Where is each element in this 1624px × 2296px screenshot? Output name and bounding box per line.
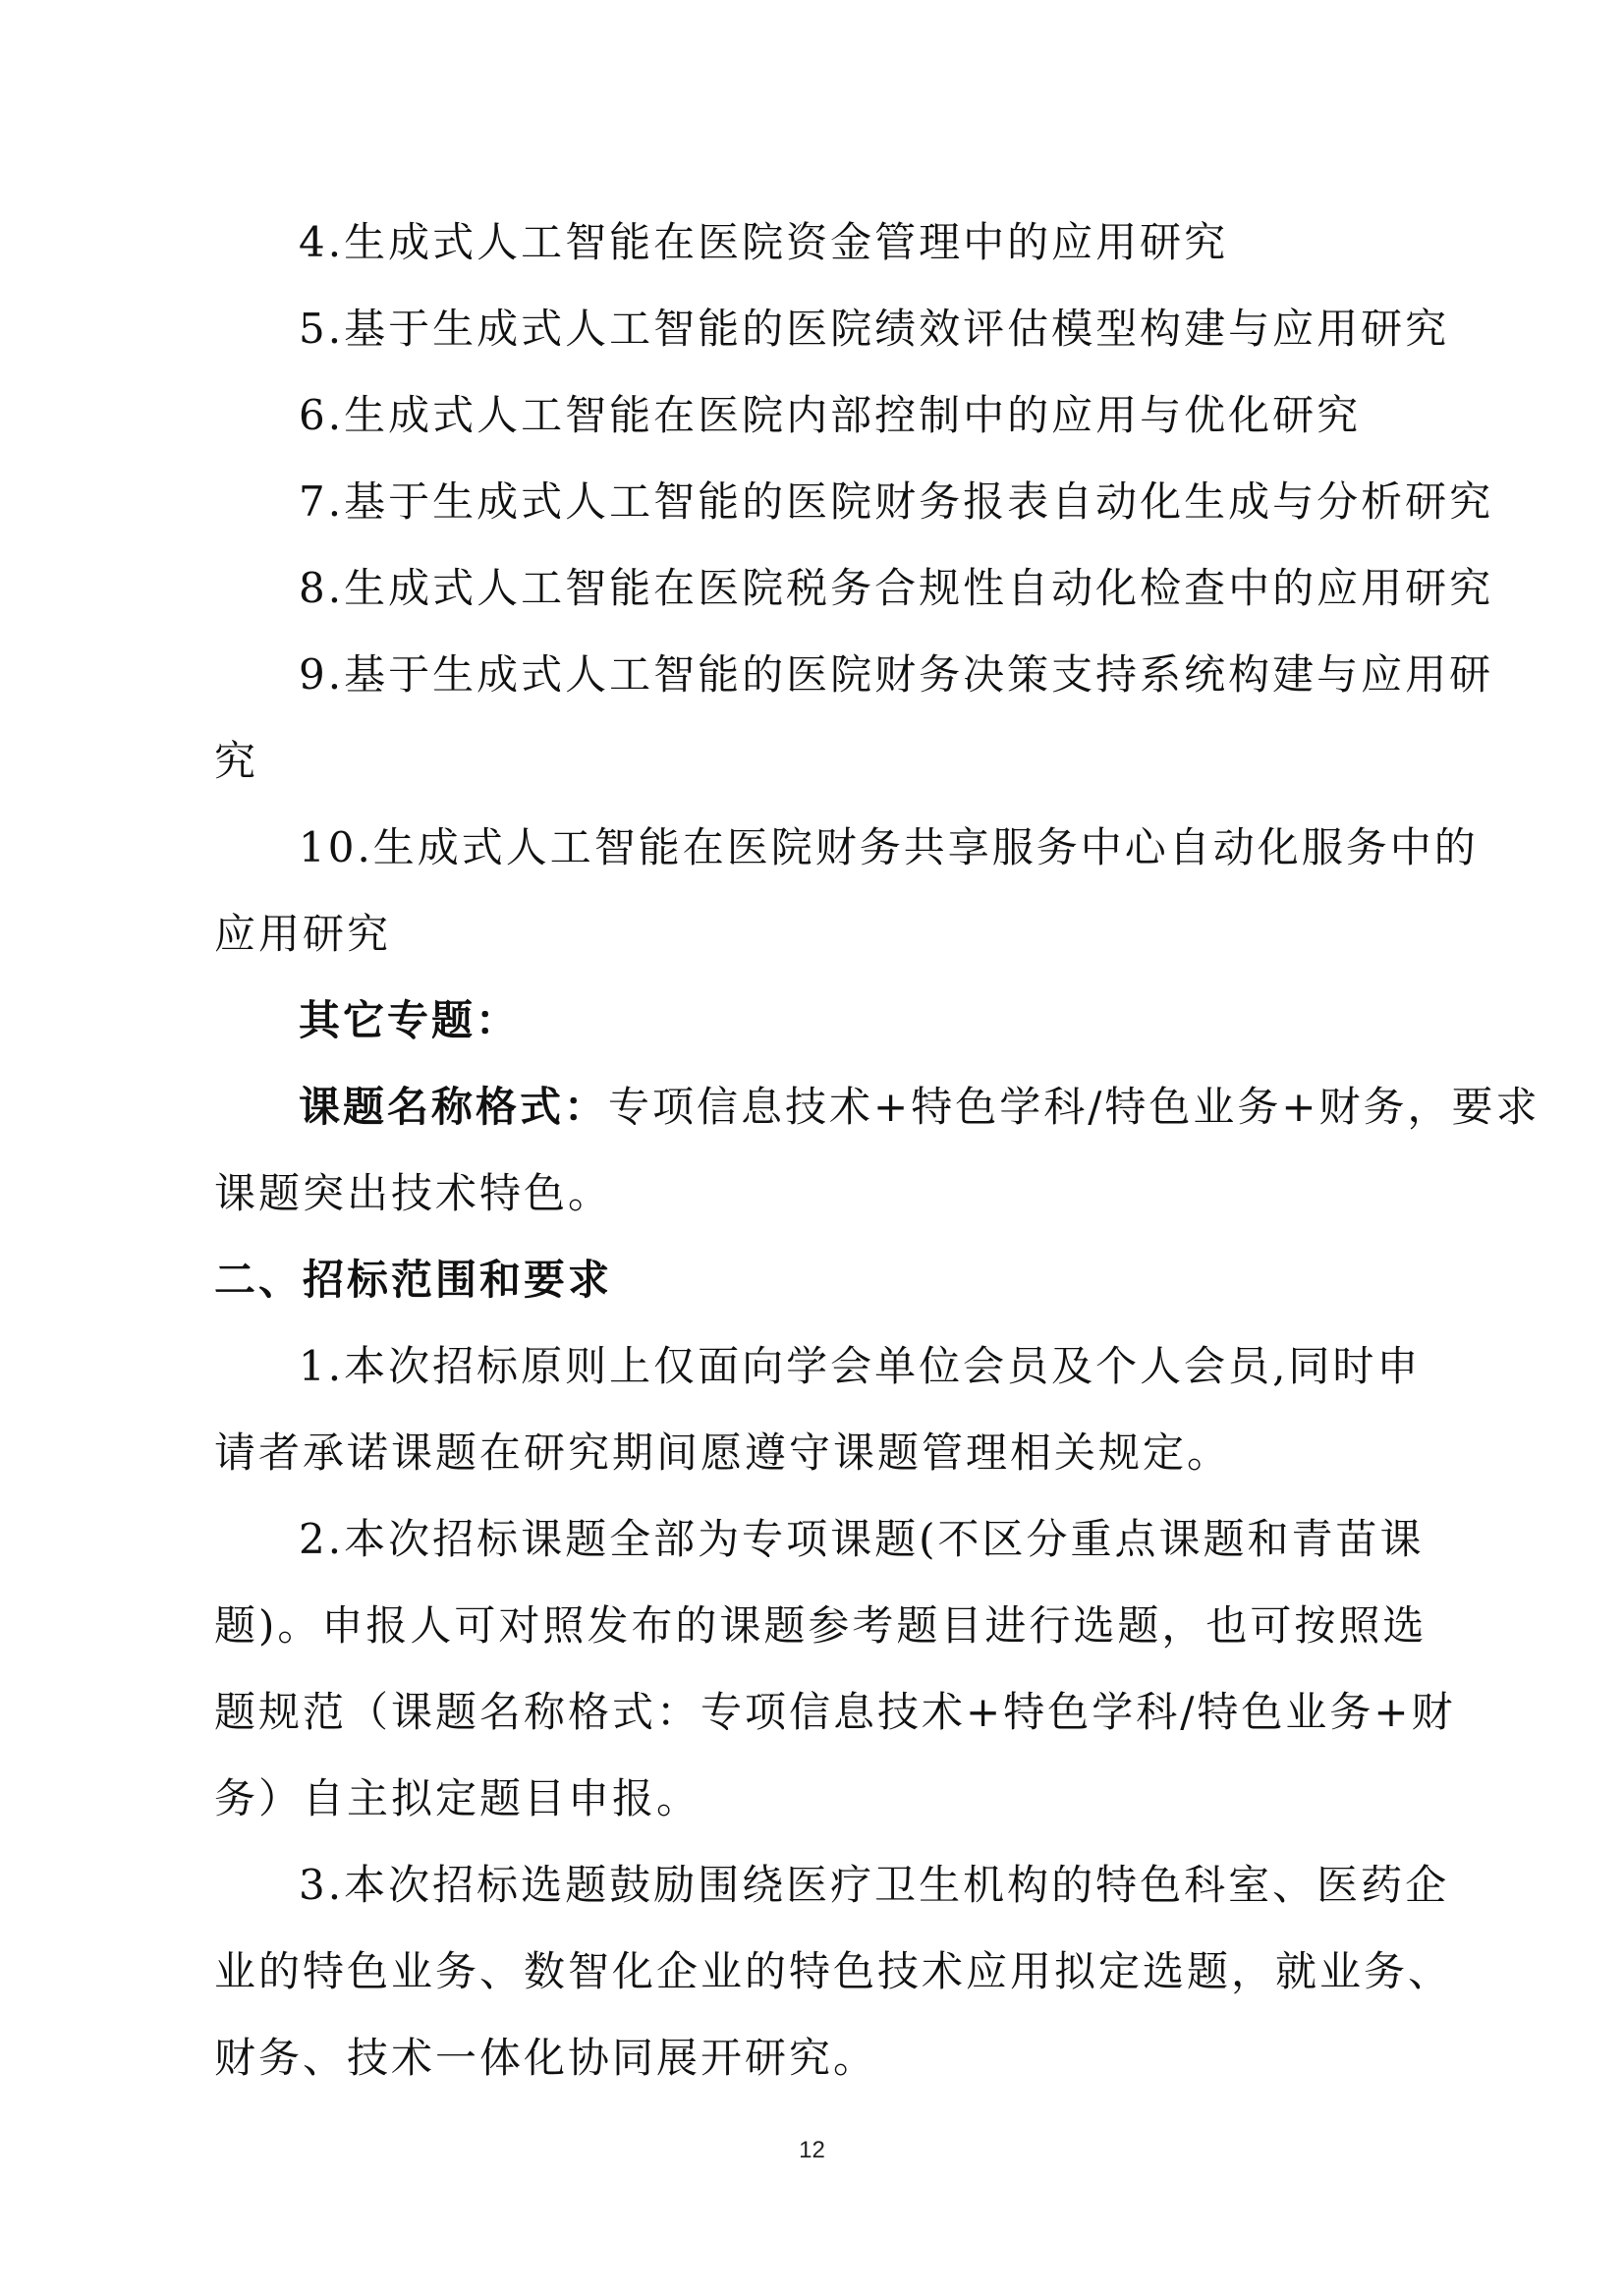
topic-item-5 (214, 286, 1450, 372)
page-content (214, 199, 1540, 2101)
topic-text: 生成式人工智能在医院内部控制中的应用与优化研究 (344, 391, 1362, 439)
topic-number: 6. (299, 391, 345, 439)
topic-item-10-continuation: 应用研究 (214, 910, 392, 958)
requirement-2-line-4: 务）自主拟定题目申报。 (214, 1774, 701, 1822)
topic-item-10 (214, 805, 1479, 891)
format-paragraph-continuation: 课题突出技术特色。 (214, 1169, 613, 1217)
requirement-2-line-3: 题规范（课题名称格式：专项信息技术+特色学科/特色业务+财 (214, 1688, 1456, 1736)
topic-number: 10. (299, 823, 373, 871)
requirement-2-line-1: 2.本次招标课题全部为专项课题(不区分重点课题和青苗课 (299, 1515, 1425, 1563)
topic-item-8 (214, 545, 1494, 632)
topic-item-4 (214, 199, 1423, 286)
section-heading: 二、招标范围和要求 (214, 1256, 613, 1304)
requirement-3-line-2: 业的特色业务、数智化企业的特色技术应用拟定选题，就业务、 (214, 1947, 1453, 1995)
topic-item-6 (214, 372, 1423, 459)
topic-number: 5. (299, 305, 345, 353)
requirement-3-line-1: 3.本次招标选题鼓励围绕医疗卫生机构的特色科室、医药企 (299, 1861, 1450, 1909)
topic-text: 基于生成式人工智能的医院财务决策支持系统构建与应用研 (344, 650, 1494, 699)
format-paragraph (214, 1064, 1540, 1150)
topic-number: 8. (299, 564, 345, 612)
topic-number: 9. (299, 650, 345, 699)
requirement-1-line-2: 请者承诺课题在研究期间愿遵守课题管理相关规定。 (214, 1428, 1232, 1477)
requirement-3-line-3: 财务、技术一体化协同展开研究。 (214, 2034, 878, 2082)
topic-item-9 (214, 632, 1494, 718)
other-topics-heading: 其它专题： (299, 996, 521, 1044)
topic-number: 4. (299, 218, 345, 266)
topic-text: 基于生成式人工智能的医院财务报表自动化生成与分析研究 (344, 477, 1494, 526)
topic-number: 7. (299, 477, 345, 526)
requirement-2-line-2: 题)。申报人可对照发布的课题参考题目进行选题，也可按照选 (214, 1601, 1428, 1650)
page-number: 12 (799, 2137, 825, 2163)
topic-text: 基于生成式人工智能的医院绩效评估模型构建与应用研究 (344, 305, 1450, 353)
topic-text: 生成式人工智能在医院税务合规性自动化检查中的应用研究 (344, 564, 1494, 612)
topic-text: 生成式人工智能在医院资金管理中的应用研究 (344, 218, 1229, 266)
format-text: 专项信息技术+特色学科/特色业务+财务，要求 (608, 1083, 1540, 1131)
topic-text: 生成式人工智能在医院财务共享服务中心自动化服务中的 (372, 823, 1479, 871)
topic-item-7 (214, 459, 1494, 545)
format-label: 课题名称格式： (299, 1083, 609, 1131)
requirement-1-line-1: 1.本次招标原则上仅面向学会单位会员及个人会员,同时申 (299, 1342, 1422, 1390)
topic-item-9-continuation: 究 (214, 737, 259, 785)
